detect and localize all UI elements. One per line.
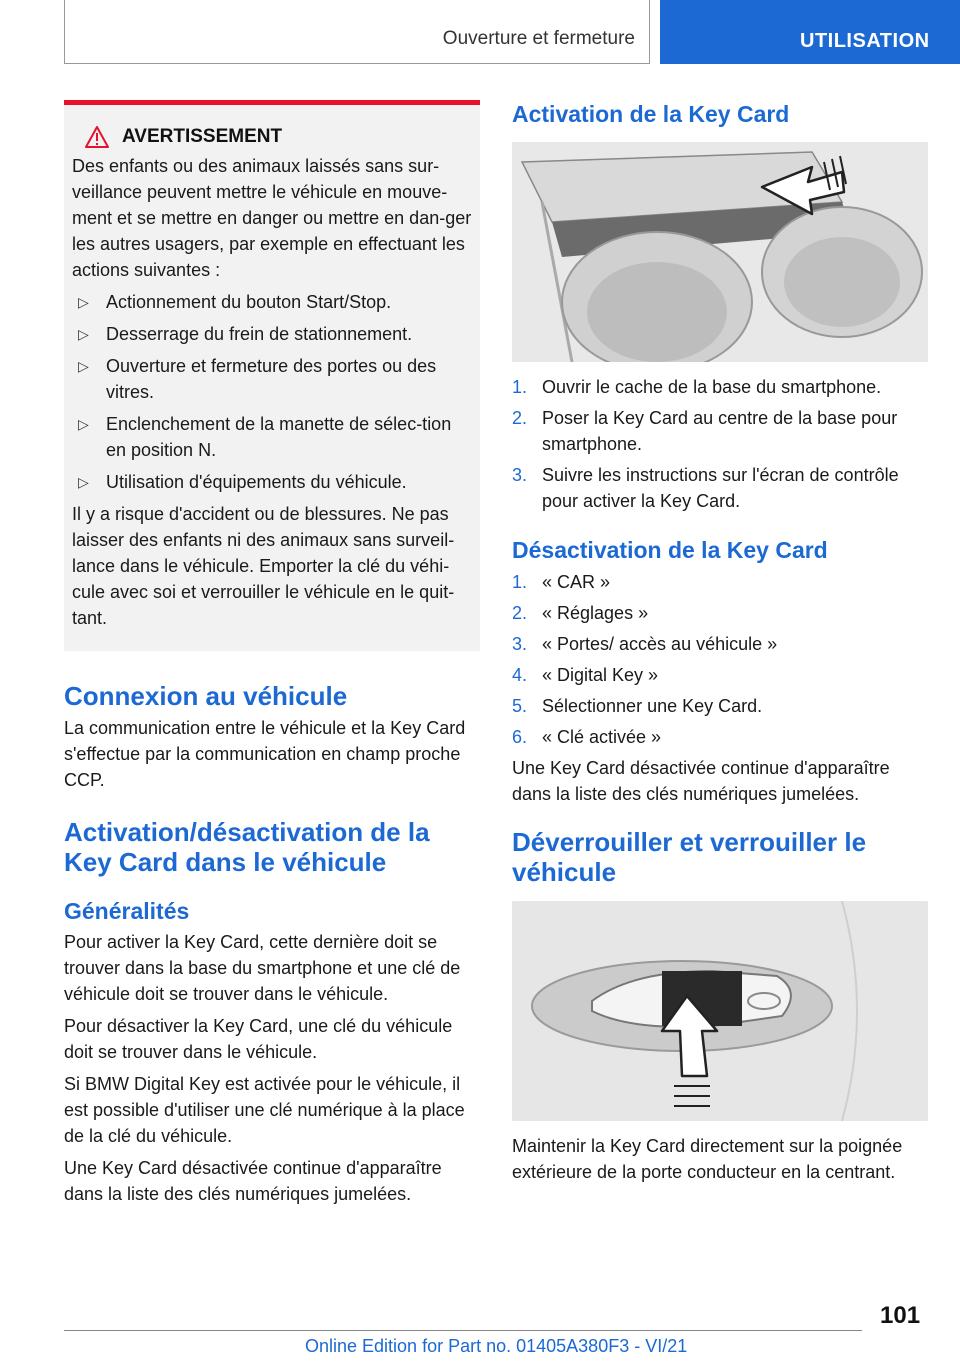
- general-paragraph: Une Key Card désactivée continue d'apparaître dans la liste des clés numériques jumelées.: [64, 1158, 442, 1204]
- header-divider-left: [64, 0, 65, 64]
- warning-list: [72, 289, 472, 495]
- deactivation-step: 6. « Clé activée »: [512, 727, 662, 747]
- left-column: [64, 100, 480, 1213]
- warning-list-item: ▷ Actionnement du bouton Start/Stop.: [72, 289, 472, 315]
- cupholder-tray-drawing: [512, 142, 928, 362]
- activation-step: 1. Ouvrir le cache de la base du smartphone.: [512, 377, 882, 397]
- deactivation-step: 5. Sélectionner une Key Card.: [512, 696, 763, 716]
- deactivation-note: Une Key Card désactivée continue d'apparaître dans la liste des clés numériques jumelées.: [512, 758, 890, 804]
- warning-outro: Il y a risque d'accident ou de blessures. Ne pas laisser des enfants ni des animaux sans surveil-lance dans le véhicule. Emporter la clé du véhi-cule avec soi et verrouiller le véhicule en le quit-tant.: [72, 504, 455, 628]
- warning-title-text: AVERTISSEMENT: [122, 126, 283, 147]
- activation-step: 2. Poser la Key Card au centre de la base pour smartphone.: [512, 408, 898, 454]
- right-column: [512, 100, 928, 1191]
- warning-list-item: ▷ Ouverture et fermeture des portes ou des vitres.: [72, 353, 472, 405]
- warning-intro: Des enfants ou des animaux laissés sans sur-veillance peuvent mettre le véhicule en mouve-ment et se mettre en danger ou mettre en dan-ger les autres usagers, par exemple en effectuant les actions suivantes :: [72, 156, 472, 280]
- door-handle-drawing: [512, 901, 928, 1121]
- deactivation-heading: Désactivation de la Key Card: [512, 537, 828, 563]
- warning-box: [64, 100, 480, 651]
- warning-list-item: ▷ Enclenchement de la manette de sélec-tion en position N.: [72, 411, 472, 463]
- unlock-heading: Déverrouiller et verrouiller le véhicule: [512, 827, 867, 887]
- header-section-title: Ouverture et fermeture: [442, 28, 635, 49]
- activation-step: 3. Suivre les instructions sur l'écran de contrôle pour activer la Key Card.: [512, 465, 899, 511]
- deactivation-step: 4. « Digital Key »: [512, 665, 659, 685]
- warning-triangle-icon: [84, 125, 110, 149]
- warning-list-item: ▷ Utilisation d'équipements du véhicule.: [72, 469, 472, 495]
- footer-divider: [64, 1330, 862, 1331]
- warning-list-item: ▷ Desserrage du frein de stationnement.: [72, 321, 472, 347]
- bullet-triangle-icon: ▷: [78, 294, 89, 310]
- warning-title: [84, 125, 472, 149]
- general-paragraph: Pour désactiver la Key Card, une clé du véhicule doit se trouver dans le véhicule.: [64, 1016, 453, 1062]
- deactivation-steps: [512, 569, 928, 750]
- door-handle-illustration: [512, 901, 928, 1121]
- general-paragraph: Pour activer la Key Card, cette dernière doit se trouver dans la base du smartphone et une clé de véhicule doit se trouver dans le véhicule.: [64, 932, 461, 1004]
- bullet-triangle-icon: ▷: [78, 358, 89, 374]
- footer-edition-link[interactable]: Online Edition for Part no. 01405A380F3 - VI/21: [305, 1336, 688, 1356]
- connexion-text: La communication entre le véhicule et la Key Card s'effectue par la communication en champ proche CCP.: [64, 718, 466, 790]
- connexion-heading: Connexion au véhicule: [64, 681, 348, 711]
- deactivation-step: 2. « Réglages »: [512, 603, 649, 623]
- header-divider-mid: [649, 0, 650, 64]
- smartphone-tray-illustration: [512, 142, 928, 362]
- deactivation-step: 1. « CAR »: [512, 572, 611, 592]
- general-paragraph: Si BMW Digital Key est activée pour le véhicule, il est possible d'utiliser une clé numérique à la place de la clé du véhicule.: [64, 1074, 465, 1146]
- unlock-text: Maintenir la Key Card directement sur la poignée extérieure de la porte conducteur en la centrant.: [512, 1136, 903, 1182]
- general-heading: Généralités: [64, 898, 190, 924]
- bullet-triangle-icon: ▷: [78, 326, 89, 342]
- page-number: 101: [880, 1302, 921, 1329]
- activation-section-heading: Activation/désactivation de la Key Card dans le véhicule: [64, 817, 430, 877]
- activation-heading: Activation de la Key Card: [512, 101, 790, 127]
- bullet-triangle-icon: ▷: [78, 474, 89, 490]
- activation-steps: [512, 374, 928, 514]
- header-divider-bottom: [64, 63, 650, 64]
- bullet-triangle-icon: ▷: [78, 416, 89, 432]
- deactivation-step: 3. « Portes/ accès au véhicule »: [512, 634, 778, 654]
- header-chapter-tab[interactable]: UTILISATION: [660, 0, 960, 64]
